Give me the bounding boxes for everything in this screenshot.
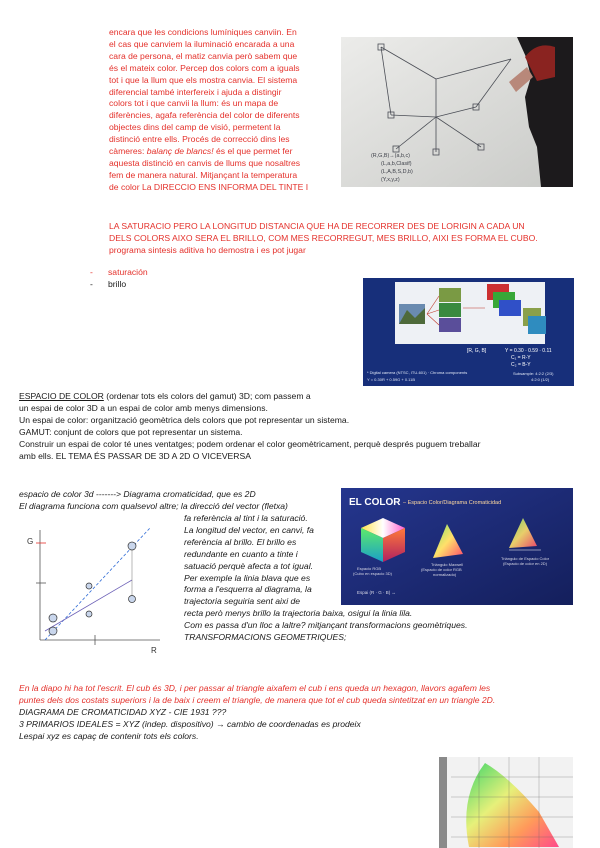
slide1-matrix: [R, G, B] <box>467 348 487 354</box>
diagram-continuation <box>184 608 544 644</box>
wide-line: programa sintesis aditiva ho demostra i es pot jugar <box>109 244 306 255</box>
diagram-right-line: La longitud del vector, en canvi, fa <box>184 524 314 535</box>
para-line: el cas que canviem la iluminació encarada a una <box>109 38 295 49</box>
rg-sketch-svg <box>20 526 170 656</box>
point-high <box>128 542 136 550</box>
espacio-line: Un espai de color: organització geomètrica dels colors que pot representar un sistema. <box>19 414 350 425</box>
para-line: és el mateix color. Percep dos colors com a iguals <box>109 62 300 73</box>
slide-photo-1 <box>363 278 574 386</box>
list-item <box>90 267 290 279</box>
para-line: tot i que la llum que els mostra canvia. El sistema <box>109 74 298 85</box>
bottom-red-line: puntes dels dos costats superiors i la de baix i creem el triangle, de manera que tot el cub queda sintetitzat en un triangle 2D. <box>19 694 496 705</box>
label-2d-line2: (Espacio de color en 2D) <box>503 561 548 566</box>
bottom-line: DIAGRAMA DE CROMATICIDAD XYZ - CIE 1931 ??? <box>19 706 227 717</box>
bullet-mark: - <box>90 267 93 277</box>
label-tri-line1: Triángulo Maxwell <box>431 562 464 567</box>
camera-line <box>109 146 335 158</box>
para-line: diferencial també interfereix i ajuda a distingir <box>109 86 282 97</box>
para-line: distinció entre ells. Procés de correcció dins les <box>109 134 290 145</box>
camera-post: és el que permet fer <box>213 146 293 157</box>
handwriting-line: (R,G,B)→(a,b,c) <box>371 153 410 159</box>
diagram-right-line: satuació perquè afecta a tot igual. <box>184 560 313 571</box>
handwriting-line: (L,A,B,S,D,b) <box>381 169 413 175</box>
diagram-right-line: referència al brillo. El brillo es <box>184 536 297 547</box>
label-cube-line1: Espacio RGB <box>357 566 382 571</box>
cie-diagram-photo <box>439 757 573 848</box>
diagram-right-text <box>184 513 334 608</box>
espacio-line1 <box>19 391 579 403</box>
axis-r-label: R <box>151 646 157 655</box>
bullet-list <box>90 267 290 291</box>
para-line: aquesta distinció en canvis de llums que nosaltres <box>109 157 301 168</box>
point-origin <box>49 627 57 635</box>
bottom-section <box>19 683 584 743</box>
bullet-text: saturación <box>108 267 148 277</box>
slide2-footer: Espai (R · G · B) ↔ <box>357 590 397 595</box>
label-2d-line1: Triángulo de Espacio Color <box>501 556 550 561</box>
rg-sketch-diagram <box>20 526 170 656</box>
diagram-right-line: trajectoria seguiria sent aixi de <box>184 596 301 607</box>
slide1-eq3: C₂ = B-Y <box>511 362 531 368</box>
point-low <box>49 614 57 622</box>
espacio-title-rest: (ordenar tots els colors del gamut) 3D; com passem a <box>103 391 311 401</box>
espacio-line: un espai de color 3D a un espai de color amb menys dimensions. <box>19 402 268 413</box>
para-line: encara que les condicions lumíniques canviin. En <box>109 27 297 37</box>
slide1-eq1: Y = 0.30 · 0.59 · 0.11 <box>505 348 552 354</box>
point-right <box>129 596 136 603</box>
diagram-intro <box>19 489 349 513</box>
bullet-mark: - <box>90 278 93 289</box>
wide-line: DELS COLORS AIXO SERA EL BRILLO, COM MES RECORREGUT, MES BRILLO, AIXI ES FORMA EL CUBO. <box>109 232 538 243</box>
bottom-line: 3 PRIMARIOS IDEALES = XYZ (indep. dispositivo) → cambio de coordenadas es prodeix <box>19 718 361 729</box>
diagram-cont-line: recta però menys brillo la trajectoria baixa, osigui la linia lila. <box>184 608 413 618</box>
diagram-right-line: redundante en cuanto a tinte i <box>184 548 298 559</box>
label-tri-line3: normalizado) <box>433 572 457 577</box>
point-purple <box>86 611 92 617</box>
handwriting-line: (Y,x,y,z) <box>381 177 400 183</box>
slide-2-graphic <box>341 488 573 605</box>
wide-line: LA SATURACIO PERO LA LONGITUD DISTANCIA QUE HA DE RECORRER DES DE LORIGIN A CADA UN <box>109 221 525 231</box>
slide2-title: EL COLOR <box>349 497 401 508</box>
para-line: de color La DIRECCIO ENS INFORMA DEL TINTE I <box>109 181 309 192</box>
whiteboard-drawing <box>341 37 573 187</box>
espacio-section <box>19 391 579 462</box>
para-line: colors tot i que canvii la llum: és un mapa de <box>109 98 279 109</box>
camera-italic: balanç de blancs! <box>146 146 214 157</box>
espacio-line: Construir un espai de color té unes ventatges; podem ordenar el color geomètricament, perquè després puguem treballar <box>19 438 481 449</box>
slide1-caption: * Digital camera (NTSC, ITU-601) · Chroma components <box>367 370 468 375</box>
point-mid <box>86 583 92 589</box>
slide1-caption-right: Subsample: 4:2:2 (2/3) <box>513 371 554 376</box>
para-line: diferències, agafa referència del color de diferents <box>109 110 300 121</box>
diagram-right-line: Per exemple la linia blava que es <box>184 572 311 583</box>
diagram-line: El diagrama funciona com qualsevol altre; la direcció del vector (fletxa) <box>19 500 288 511</box>
bottom-line: Lespai xyz es capaç de contenir tots els colors. <box>19 730 199 741</box>
axis-g-label: G <box>27 537 34 546</box>
slide2-subtitle: – Espacio Color/Diagrama Cromaticidad <box>403 500 502 506</box>
photo-edge <box>439 757 447 848</box>
para-line: objectes dins del camp de visió, permetent la <box>109 122 281 133</box>
wide-red-text <box>109 221 579 257</box>
diagram-right-line: fa referència al tint i la saturació. <box>184 513 308 523</box>
espacio-title: ESPACIO DE COLOR <box>19 391 104 401</box>
slide1-caption-sub: Y = 0.30R + 0.59G + 0.11B <box>367 377 415 382</box>
label-cube-line2: (Cubo en espacio 3D) <box>353 571 392 576</box>
diagram-cont-line: Com es passa d'un lloc a laltre? mitjançant transformacions geomètriques. <box>184 619 468 630</box>
diagram-cont-line: TRANSFORMACIONS GEOMETRIQUES; <box>184 631 347 642</box>
cie-diagram-svg <box>439 757 573 848</box>
slide1-eq2: C₁ = R-Y <box>511 355 531 361</box>
para-line: fem de manera natural. Mitjançant la temperatura <box>109 169 298 180</box>
bottom-red-line: En la diapo hi ha tot l'escrit. El cub és 3D, i per passar al triangle aixafem el cub i ens queda un hexagon, llavors agafem les <box>19 683 491 693</box>
label-tri-line2: (Espacio de color RGB <box>421 567 462 572</box>
espacio-line: amb ells. EL TEMA ÉS PASSAR DE 3D A 2D O VICEVERSA <box>19 450 251 461</box>
slide2-label-2d <box>501 556 550 566</box>
para-line: cara de persona, el matiz canvia però sabem que <box>109 50 298 61</box>
whiteboard-photo <box>341 37 573 187</box>
slide-1-graphic <box>363 278 574 386</box>
list-item <box>90 279 290 291</box>
intro-paragraph <box>109 27 335 194</box>
bullet-text: brillo <box>108 278 127 289</box>
handwriting-line: (L,a,b,Clasif) <box>381 161 412 167</box>
slide1-caption-right2: 4:2:0 (1/2) <box>531 377 550 382</box>
espacio-line: GAMUT: conjunt de colors que pot representar un sistema. <box>19 426 243 437</box>
diagram-line: espacio de color 3d -------> Diagrama cromaticidad, que es 2D <box>19 489 256 499</box>
slide-photo-2 <box>341 488 573 605</box>
diagram-right-line: forma a l'esquerra al diagrama, la <box>184 584 312 595</box>
camera-pre: càmeres: <box>109 146 147 157</box>
